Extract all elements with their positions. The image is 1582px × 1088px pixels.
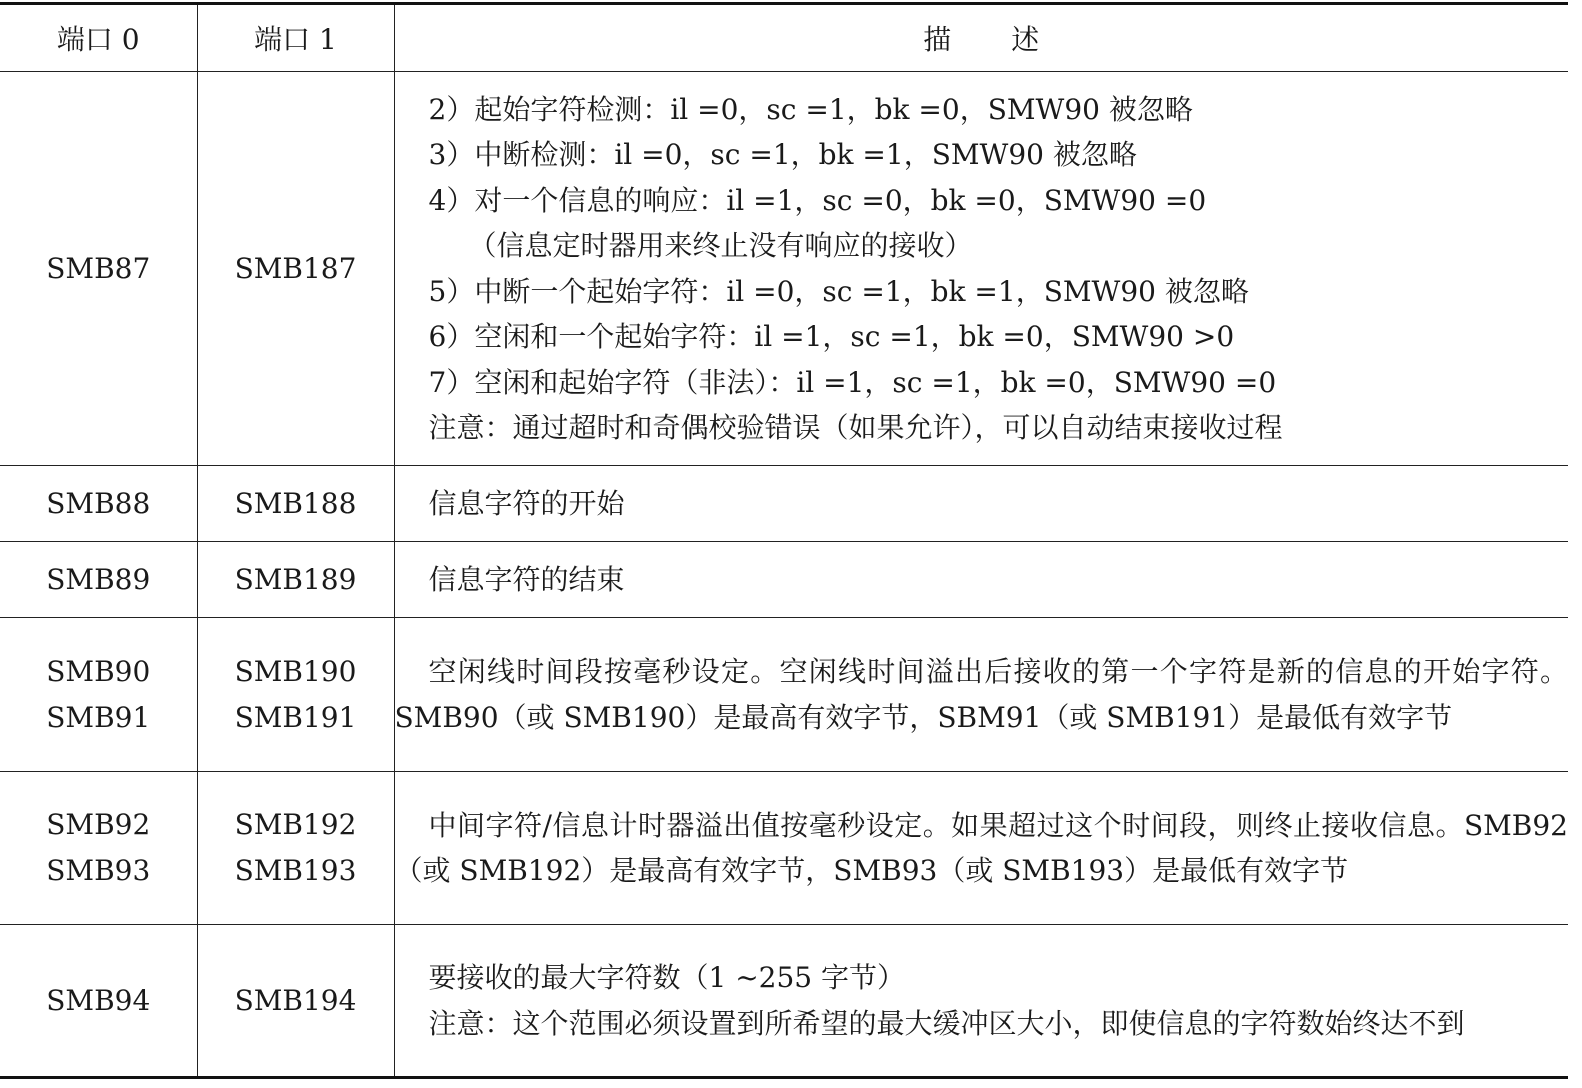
port0-cell <box>0 466 197 542</box>
table-row <box>0 542 1568 618</box>
desc-paragraph: 空闲线时间段按毫秒设定。空闲线时间溢出后接收的第一个字符是新的信息的开始字符。SMB90（或 SMB190）是最高有效字节，SBM91（或 SMB191）是最低有效字节 <box>394 655 1568 734</box>
desc-line: 注意：通过超时和奇偶校验错误（如果允许），可以自动结束接收过程 <box>428 411 1283 444</box>
port1-cell <box>197 925 394 1078</box>
table-row <box>0 466 1568 542</box>
desc-line: （信息定时器用来终止没有响应的接收） <box>468 229 973 262</box>
desc-line: 5）中断一个起始字符：il =0，sc =1，bk =1，SMW90 被忽略 <box>428 274 1249 308</box>
port0-value: SMB87 <box>46 251 151 285</box>
port0-value: SMB89 <box>46 562 151 596</box>
desc-line: 3）中断检测：il =0，sc =1，bk =1，SMW90 被忽略 <box>428 138 1137 171</box>
table-row <box>0 72 1568 466</box>
port1-value: SMB194 <box>234 983 357 1017</box>
header-description-label: 描述 <box>923 23 1100 56</box>
desc-line: 2）起始字符检测：il =0，sc =1，bk =0，SMW90 被忽略 <box>428 92 1193 126</box>
smb-receive-table <box>0 2 1568 1079</box>
port0-cell <box>0 772 197 925</box>
port1-cell <box>197 772 394 925</box>
table-row <box>0 772 1568 925</box>
desc-paragraph: 中间字符/信息计时器溢出值按毫秒设定。如果超过这个时间段，则终止接收信息。SMB92（或 SMB192）是最高有效字节，SMB93（或 SMB193）是最低有效字节 <box>394 808 1568 887</box>
table-row <box>0 925 1568 1078</box>
port0-value: SMB93 <box>46 854 151 887</box>
port0-cell <box>0 618 197 772</box>
desc-line: 6）空闲和一个起始字符：il =1，sc =1，bk =0，SMW90 >0 <box>428 320 1235 353</box>
port0-value: SMB91 <box>46 700 151 734</box>
desc-line: 4）对一个信息的响应：il =1，sc =0，bk =0，SMW90 =0 <box>428 183 1207 217</box>
port0-value: SMB94 <box>46 983 151 1017</box>
port1-value: SMB187 <box>234 251 357 285</box>
port1-value: SMB193 <box>234 854 357 887</box>
desc-line: 要接收的最大字符数（1 ~255 字节） <box>428 961 906 994</box>
port0-value: SMB92 <box>46 808 151 841</box>
table-row <box>0 618 1568 772</box>
table-header-row <box>0 4 1568 72</box>
description-cell <box>394 466 1568 542</box>
desc-line: 7）空闲和起始字符（非法）：il =1，sc =1，bk =0，SMW90 =0 <box>428 365 1277 399</box>
description-cell <box>394 772 1568 925</box>
description-cell <box>394 925 1568 1078</box>
desc-line: 信息字符的开始 <box>428 486 625 520</box>
port0-cell <box>0 72 197 466</box>
port1-cell <box>197 618 394 772</box>
port1-cell <box>197 542 394 618</box>
header-port0: 端口 0 <box>0 4 197 72</box>
port1-value: SMB192 <box>234 808 357 841</box>
description-cell <box>394 542 1568 618</box>
port1-cell <box>197 72 394 466</box>
port1-value: SMB190 <box>234 654 357 688</box>
port1-value: SMB188 <box>234 486 357 520</box>
port0-cell <box>0 542 197 618</box>
port1-value: SMB189 <box>234 562 357 596</box>
description-cell <box>394 72 1568 466</box>
header-description <box>394 4 1568 72</box>
port1-value: SMB191 <box>234 700 357 734</box>
desc-paragraph: 注意：这个范围必须设置到所希望的最大缓冲区大小，即使信息的字符数始终达不到 <box>428 1006 1465 1040</box>
desc-line: 信息字符的结束 <box>428 562 625 596</box>
description-cell <box>394 618 1568 772</box>
port0-cell <box>0 925 197 1078</box>
port1-cell <box>197 466 394 542</box>
port0-value: SMB90 <box>46 654 151 688</box>
port0-value: SMB88 <box>46 486 151 520</box>
header-port1: 端口 1 <box>197 4 394 72</box>
